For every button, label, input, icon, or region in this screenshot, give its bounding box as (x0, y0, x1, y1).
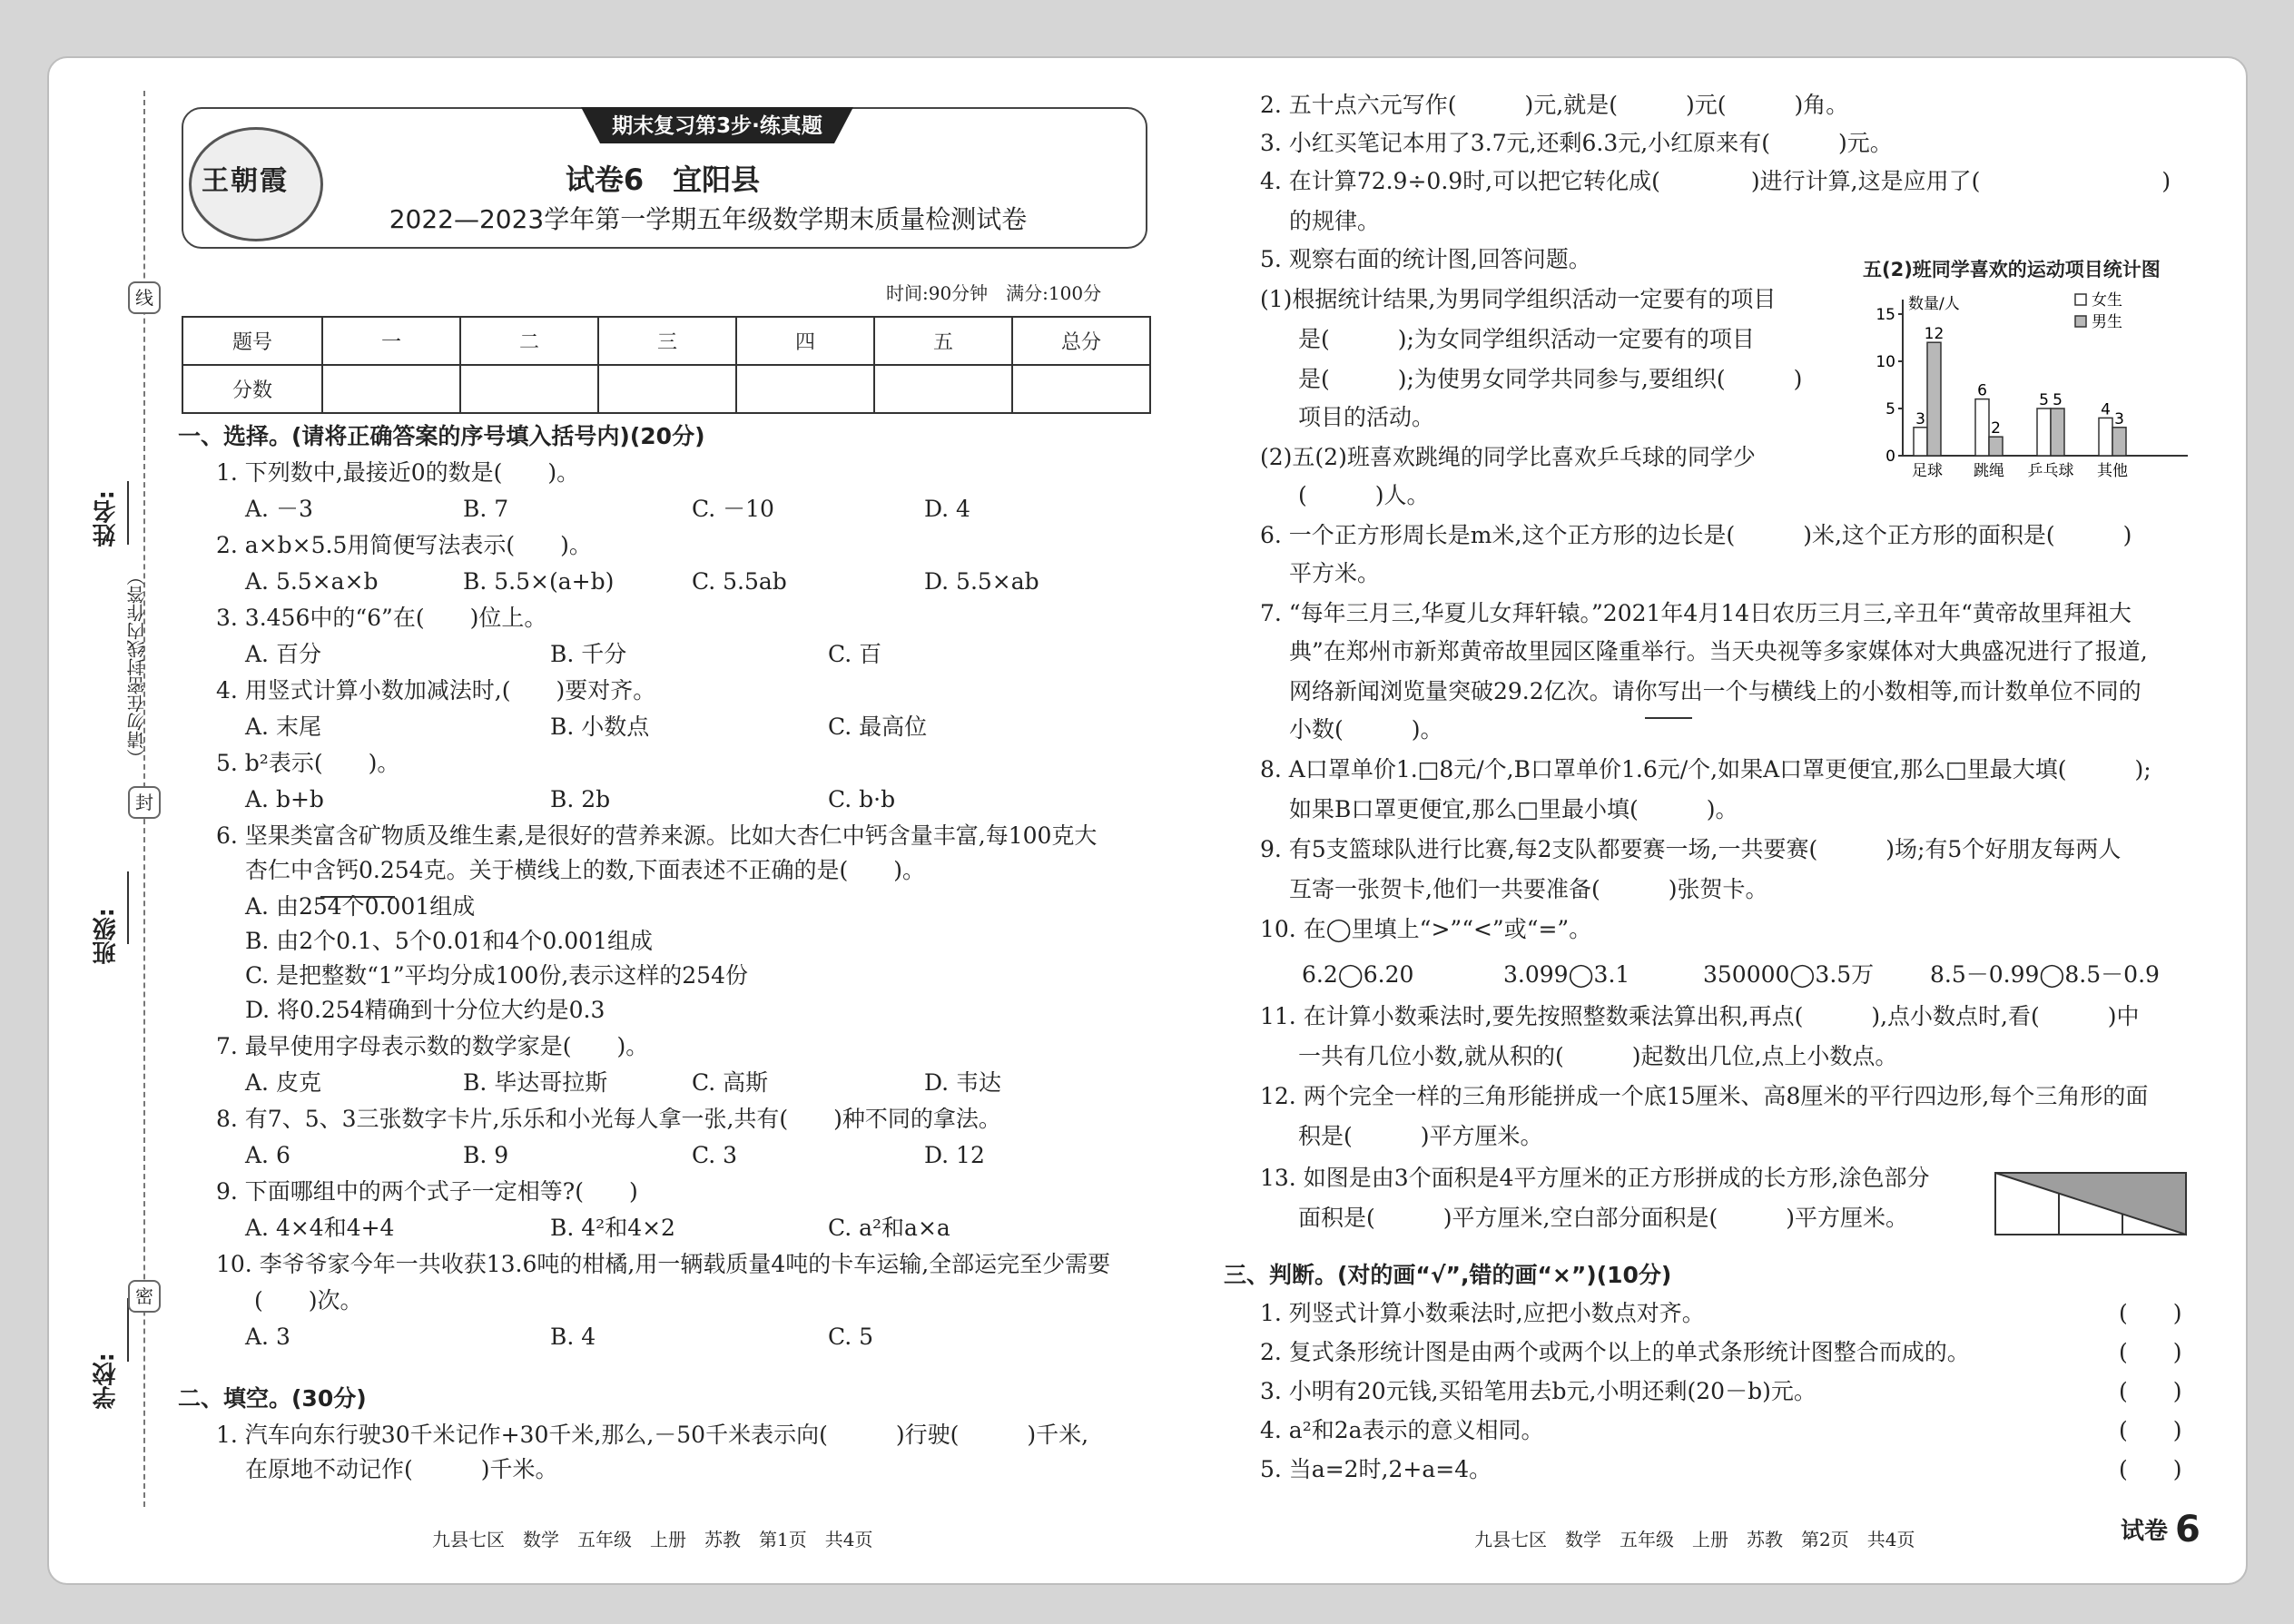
question-line: B. 4²和4×2 (550, 1215, 675, 1241)
paper-subtitle: 2022—2023学年第一学期五年级数学期末质量检测试卷 (389, 204, 1028, 234)
question-line: A. 末尾 (245, 714, 321, 740)
question-line: D. 将0.254精确到十分位大约是0.3 (245, 997, 605, 1023)
score-input-cell[interactable] (736, 365, 874, 413)
question-line: 3. 小红买笔记本用了3.7元,还剩6.3元,小红原来有( )元。 (1260, 130, 1893, 156)
question-line: 7. “每年三月三,华夏儿女拜轩辕。”2021年4月14日农历三月三,辛丑年“黄帝故里拜祖大 (1260, 600, 2132, 626)
question-line: 8.5－0.99◯8.5－0.9 (1930, 961, 2160, 988)
chart-x-tick-label: 乒乓球 (2027, 462, 2074, 480)
question-line: D. 韦达 (924, 1069, 1002, 1096)
question-line: 项目的活动。 (1298, 404, 1435, 430)
chart-legend-label: 男生 (2092, 313, 2122, 331)
score-table (182, 316, 1151, 414)
seal-char-mi: 密 (128, 1280, 161, 1313)
question-line: 的规律。 (1289, 208, 1381, 234)
chart-data-label: 6 (1977, 381, 1987, 400)
chart-y-tick-label: 10 (1876, 353, 1895, 371)
chart-legend-swatch (2075, 294, 2086, 305)
footer-left: 九县七区 数学 五年级 上册 苏教 第1页 共4页 (432, 1529, 873, 1550)
name-label: 姓名: (93, 490, 120, 547)
question-line: 4. 用竖式计算小数加减法时,( )要对齐。 (216, 677, 656, 704)
question-line: 8. 有7、5、3三张数字卡片,乐乐和小光每人拿一张,共有( )种不同的拿法。 (216, 1106, 1001, 1132)
seal-char-xian: 线 (128, 281, 161, 314)
question-line: 面积是( )平方厘米,空白部分面积是( )平方厘米。 (1298, 1205, 1908, 1231)
question-line: B. 由2个0.1、5个0.01和4个0.001组成 (245, 928, 653, 954)
chart-legend-label: 女生 (2092, 291, 2122, 310)
chart-y-tick-label: 15 (1876, 306, 1895, 324)
seal-note: （请勿在密封线内作答） (126, 567, 148, 767)
question-line: 互寄一张贺卡,他们一共要准备( )张贺卡。 (1289, 876, 1768, 902)
question-line: 350000◯3.5万 (1703, 961, 1875, 988)
question-line: D. 5.5×ab (924, 568, 1039, 595)
question-line: A. 皮克 (245, 1069, 321, 1096)
question-line: 3. 3.456中的“6”在( )位上。 (216, 605, 547, 631)
name-underline (127, 481, 129, 545)
question-line: 小数( )。 (1289, 716, 1443, 743)
question-line: 10. 在◯里填上“>”“<”或“=”。 (1260, 916, 1592, 942)
question-line: 9. 下面哪组中的两个式子一定相等?( ) (216, 1178, 638, 1205)
question-line: 12. 两个完全一样的三角形能拼成一个底15厘米、高8厘米的平行四边形,每个三角形的面 (1260, 1083, 2149, 1109)
question-line: 一共有几位小数,就从积的( )起数出几位,点上小数点。 (1298, 1043, 1898, 1069)
score-header-cell: 五 (874, 317, 1012, 365)
judge-answer-blank[interactable]: ( ) (2119, 1339, 2182, 1365)
score-input-cell[interactable] (874, 365, 1012, 413)
question-line: 6.2◯6.20 (1302, 961, 1414, 988)
class-underline (127, 871, 129, 944)
question-line: C. 百 (828, 641, 882, 667)
question-line: 平方米。 (1289, 560, 1381, 586)
question-line: 如果B口罩更便宜,那么□里最小填( )。 (1289, 796, 1738, 822)
score-input-cell[interactable] (460, 365, 598, 413)
question-line: C. b·b (828, 786, 896, 812)
seal-char-feng: 封 (128, 786, 161, 819)
question-line: ( )人。 (1298, 482, 1430, 508)
question-line: B. 小数点 (550, 714, 650, 740)
question-line: B. 毕达哥拉斯 (463, 1069, 608, 1096)
judge-answer-blank[interactable]: ( ) (2119, 1417, 2182, 1443)
question-line: C. a²和a×a (828, 1215, 950, 1241)
score-row-label: 分数 (182, 365, 322, 413)
chart-x-tick-label: 跳绳 (1974, 462, 2004, 480)
question-line: 5. 观察右面的统计图,回答问题。 (1260, 246, 1591, 272)
chart-y-label: 数量/人 (1908, 295, 1960, 313)
score-table-header-row (182, 317, 1150, 365)
question-line: ( )次。 (254, 1287, 363, 1314)
class-label: 班级: (93, 908, 120, 965)
question-line: 1. 汽车向东行驶30千米记作+30千米,那么,－50千米表示向( )行驶( )千米, (216, 1422, 1089, 1448)
question-line: 是( );为使男女同学共同参与,要组织( ) (1298, 366, 1803, 392)
chart-bar (1914, 428, 1927, 456)
question-line: C. 最高位 (828, 714, 928, 740)
chart-data-label: 3 (2114, 409, 2124, 428)
chart-bar (2051, 408, 2064, 456)
chart-data-label: 5 (2039, 391, 2049, 409)
question-line: 9. 有5支篮球队进行比赛,每2支队都要赛一场,一共要赛( )场;有5个好朋友每两人 (1260, 836, 2122, 862)
question-line: A. －3 (245, 496, 313, 522)
question-line: 4. a²和2a表示的意义相同。 (1260, 1417, 1544, 1443)
section-heading: 一、选择。(请将正确答案的序号填入括号内)(20分) (178, 423, 705, 449)
section-heading: 三、判断。(对的画“√”,错的画“×”)(10分) (1224, 1262, 1672, 1288)
question-line: 杏仁中含钙0.254克。关于横线上的数,下面表述不正确的是( )。 (245, 857, 926, 883)
chart-x-tick-label: 其他 (2097, 462, 2128, 480)
score-input-cell[interactable] (598, 365, 736, 413)
question-line: B. 9 (463, 1142, 509, 1168)
question-line: B. 5.5×(a+b) (463, 568, 615, 595)
question-line: A. 4×4和4+4 (245, 1215, 395, 1241)
question-line: A. 由254个0.001组成 (245, 893, 476, 920)
question-line: 1. 下列数中,最接近0的数是( )。 (216, 459, 580, 486)
question-line: D. 4 (924, 496, 970, 522)
question-line: 6. 一个正方形周长是m米,这个正方形的边长是( )米,这个正方形的面积是( ) (1260, 522, 2132, 548)
judge-answer-blank[interactable]: ( ) (2119, 1378, 2182, 1404)
section-heading: 二、填空。(30分) (178, 1385, 367, 1412)
question-line: A. 3 (245, 1324, 290, 1350)
question-line: 6. 坚果类富含矿物质及维生素,是很好的营养来源。比如大杏仁中钙含量丰富,每100克大 (216, 822, 1098, 849)
question-line: (1)根据统计结果,为男同学组织活动一定要有的项目 (1260, 286, 1777, 312)
question-line: C. 3 (692, 1142, 738, 1168)
chart-y-tick-label: 0 (1885, 448, 1895, 466)
question-line: 11. 在计算小数乘法时,要先按照整数乘法算出积,再点( ),点小数点时,看( )中 (1260, 1003, 2140, 1029)
question-line: 8. A口罩单价1.□8元/个,B口罩单价1.6元/个,如果A口罩更便宜,那么□里最大填( ); (1260, 756, 2151, 782)
question-line: D. 12 (924, 1142, 985, 1168)
question-line: 5. b²表示( )。 (216, 750, 400, 776)
underline-0254 (320, 896, 395, 898)
question-line: A. 百分 (245, 641, 321, 667)
brand-logo-text: 王朝霞 (202, 165, 289, 197)
question-line: 5. 当a=2时,2+a=4。 (1260, 1456, 1492, 1482)
chart-y-tick-label: 5 (1885, 400, 1895, 418)
chart-data-label: 3 (1915, 409, 1925, 428)
chart-bar (2037, 408, 2051, 456)
question-line: 典”在郑州市新郑黄帝故里园区隆重举行。当天央视等多家媒体对大典盛况进行了报道, (1289, 638, 2148, 664)
chart-bar (1975, 399, 1989, 456)
question-line: C. 是把整数“1”平均分成100份,表示这样的254份 (245, 962, 748, 989)
question-line: 10. 李爷爷家今年一共收获13.6吨的柑橘,用一辆载质量4吨的卡车运输,全部运完至少需要 (216, 1251, 1111, 1277)
sports-bar-chart (1852, 283, 2197, 492)
chart-data-label: 4 (2101, 400, 2111, 419)
chart-x-tick-label: 足球 (1912, 462, 1943, 480)
footer-right: 九县七区 数学 五年级 上册 苏教 第2页 共4页 (1474, 1529, 1915, 1550)
chart-data-label: 12 (1924, 325, 1944, 344)
paper-title: 试卷6 宜阳县 (565, 162, 761, 197)
rectangle-figure (1994, 1171, 2190, 1238)
chart-bar (1989, 437, 2003, 456)
score-header-cell: 题号 (182, 317, 322, 365)
question-line: 1. 列竖式计算小数乘法时,应把小数点对齐。 (1260, 1300, 1705, 1326)
question-line: 在原地不动记作( )千米。 (245, 1456, 558, 1482)
chart-bar (2099, 418, 2112, 456)
score-input-cell[interactable] (1012, 365, 1150, 413)
chart-legend-swatch (2075, 316, 2086, 327)
question-line: B. 4 (550, 1324, 596, 1350)
question-line: C. 5 (828, 1324, 874, 1350)
question-line: 网络新闻浏览量突破29.2亿次。请你写出一个与横线上的小数相等,而计数单位不同的 (1289, 678, 2141, 704)
judge-answer-blank[interactable]: ( ) (2119, 1456, 2182, 1482)
question-line: 13. 如图是由3个面积是4平方厘米的正方形拼成的长方形,涂色部分 (1260, 1165, 1930, 1191)
question-line: C. －10 (692, 496, 774, 522)
question-line: (2)五(2)班喜欢跳绳的同学比喜欢乒乓球的同学少 (1260, 444, 1756, 470)
score-header-cell: 三 (598, 317, 736, 365)
score-header-cell: 一 (322, 317, 460, 365)
question-line: 2. 五十点六元写作( )元,就是( )元( )角。 (1260, 92, 1849, 118)
time-limit: 时间:90分钟 满分:100分 (886, 282, 1102, 304)
header-banner: 期末复习第3步·练真题 (612, 114, 822, 138)
question-line: A. 6 (245, 1142, 290, 1168)
question-line: C. 5.5ab (692, 568, 787, 595)
question-line: B. 2b (550, 786, 611, 812)
question-line: 3.099◯3.1 (1503, 961, 1630, 988)
score-header-cell: 四 (736, 317, 874, 365)
question-line: B. 千分 (550, 641, 627, 667)
question-line: 积是( )平方厘米。 (1298, 1123, 1543, 1149)
paper-badge-number: 6 (2175, 1509, 2200, 1550)
chart-title: 五(2)班同学喜欢的运动项目统计图 (1863, 259, 2161, 281)
question-line: B. 7 (463, 496, 509, 522)
score-table-score-row (182, 365, 1150, 413)
paper-badge-label: 试卷 (2121, 1518, 2169, 1545)
school-label: 学校: (93, 1353, 120, 1410)
question-line: 2. 复式条形统计图是由两个或两个以上的单式条形统计图整合而成的。 (1260, 1339, 1970, 1365)
chart-bar (1927, 342, 1941, 456)
score-input-cell[interactable] (322, 365, 460, 413)
question-line: 7. 最早使用字母表示数的数学家是( )。 (216, 1033, 649, 1059)
chart-bar (2112, 428, 2126, 456)
question-line: A. b+b (245, 786, 324, 812)
score-header-cell: 总分 (1012, 317, 1150, 365)
question-line: 2. a×b×5.5用简便写法表示( )。 (216, 532, 592, 558)
underline-292 (1645, 717, 1692, 719)
score-header-cell: 二 (460, 317, 598, 365)
question-line: 3. 小明有20元钱,买铅笔用去b元,小明还剩(20－b)元。 (1260, 1378, 1816, 1404)
chart-data-label: 2 (1991, 419, 2001, 438)
judge-answer-blank[interactable]: ( ) (2119, 1300, 2182, 1326)
question-line: A. 5.5×a×b (245, 568, 379, 595)
chart-data-label: 5 (2053, 391, 2063, 409)
question-line: 是( );为女同学组织活动一定要有的项目 (1298, 326, 1755, 352)
question-line: 4. 在计算72.9÷0.9时,可以把它转化成( )进行计算,这是应用了( ) (1260, 168, 2171, 194)
question-line: C. 高斯 (692, 1069, 769, 1096)
